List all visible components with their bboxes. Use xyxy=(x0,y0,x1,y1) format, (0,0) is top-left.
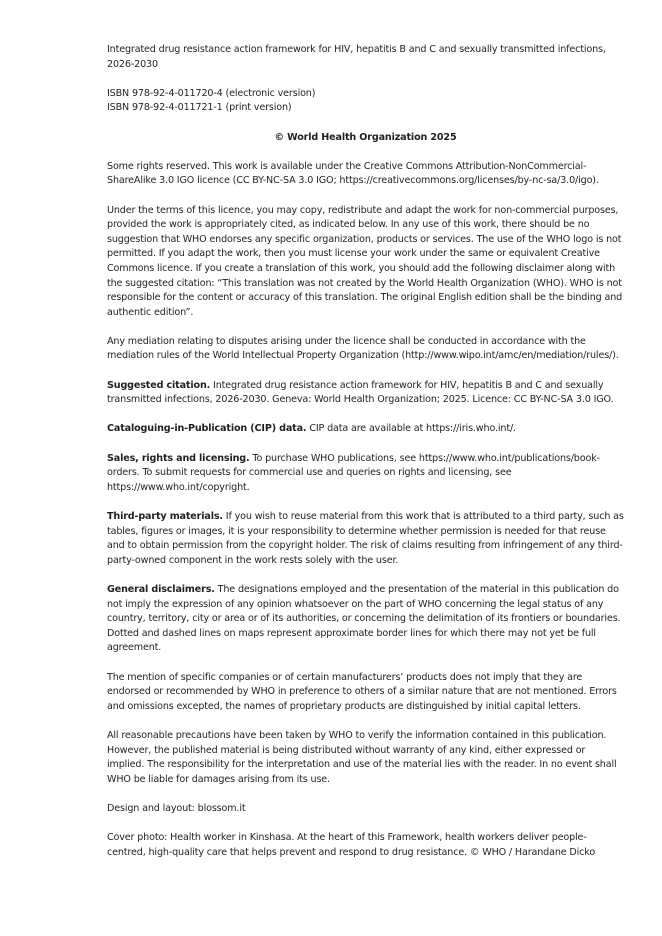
mediation-paragraph: Any mediation relating to disputes arising under the licence shall be conducted in accordance with the mediation rules of the World Intellectual Property Organization (http://www.wipo.int/amc/en/mediation/rules/). xyxy=(107,335,619,362)
sales-text: To purchase WHO publications, see https://www.who.int/publications/book-orders. To submit requests for commercial use and queries on rights and licensing, see https://www.who.int/copyright. xyxy=(107,452,600,493)
general-disclaimers-paragraph xyxy=(107,583,624,656)
suggested-citation-label: Suggested citation. xyxy=(107,379,211,391)
sales-paragraph xyxy=(107,452,624,496)
copyright-notice: © World Health Organization 2025 xyxy=(274,131,457,143)
third-party-text: If you wish to reuse material from this work that is attributed to a third party, such as tables, figures or images, it is your responsibility to determine whether permission is needed for that reuse and to obtain permission from the copyright holder. The risk of claims resulting from infringement of any third-party-owned component in the work rests solely with the user. xyxy=(107,511,624,566)
cip-text: CIP data are available at https://iris.who.int/. xyxy=(306,423,516,435)
third-party-paragraph xyxy=(107,510,624,568)
rights-reserved-paragraph: Some rights reserved. This work is available under the Creative Commons Attribution-NonCommercial-ShareAlike 3.0 IGO licence (CC BY-NC-SA 3.0 IGO; https://creativecommons.org/licenses/by-nc-sa/3.0/igo). xyxy=(107,160,599,187)
cover-photo-credit: Cover photo: Health worker in Kinshasa. At the heart of this Framework, health workers deliver people-centred, high-quality care that helps prevent and respond to drug resistance. © WHO / Harandane Dicko xyxy=(107,832,596,858)
design-layout-credit: Design and layout: blossom.it xyxy=(107,802,246,814)
companies-paragraph: The mention of specific companies or of certain manufacturers’ products does not imply that they are endorsed or recommended by WHO in preference to others of a similar nature that are not mentioned. Errors and omissions excepted, the names of proprietary products are distinguished by initial capital letters. xyxy=(107,671,617,712)
general-disclaimers-label: General disclaimers. xyxy=(107,583,215,595)
suggested-citation-paragraph xyxy=(107,379,624,408)
precautions-paragraph: All reasonable precautions have been taken by WHO to verify the information contained in this publication. However, the published material is being distributed without warranty of any kind, either expressed or implied. The responsibility for the interpretation and use of the material lies with the reader. In no event shall WHO be liable for damages arising from its use. xyxy=(107,729,617,785)
licence-terms-paragraph: Under the terms of this licence, you may copy, redistribute and adapt the work for non-commercial purposes, provided the work is appropriately cited, as indicated below. In any use of this work, there should be no suggestion that WHO endorses any specific organization, products or services. The use of the WHO logo is not permitted. If you adapt the work, then you must license your work under the same or equivalent Creative Commons licence. If you create a translation of this work, you should add the following disclaimer along with the suggested citation: “This translation was not created by the World Health Organization (WHO). WHO is not responsible for the content or accuracy of this translation. The original English edition shall be the binding and authentic edition”. xyxy=(107,204,623,318)
isbn-electronic: ISBN 978-92-4-011720-4 (electronic version) xyxy=(107,87,316,99)
cip-label: Cataloguing-in-Publication (CIP) data. xyxy=(107,423,307,435)
publication-title: Integrated drug resistance action framework for HIV, hepatitis B and C and sexually transmitted infections, 2026-2030 xyxy=(107,44,606,70)
copyright-page xyxy=(107,43,624,875)
general-disclaimers-text: The designations employed and the presentation of the material in this publication do not imply the expression of any opinion whatsoever on the part of WHO concerning the legal status of any country, territory, city or area or of its authorities, or concerning the delimitation of its frontiers or boundaries. Dotted and dashed lines on maps represent approximate border lines for which there may not yet be full agreement. xyxy=(107,583,621,654)
suggested-citation-text: Integrated drug resistance action framework for HIV, hepatitis B and C and sexually transmitted infections, 2026-2030. Geneva: World Health Organization; 2025. Licence: CC BY-NC-SA 3.0 IGO. xyxy=(107,379,614,406)
third-party-label: Third-party materials. xyxy=(107,511,223,522)
isbn-print: ISBN 978-92-4-011721-1 (print version) xyxy=(107,102,292,114)
cip-paragraph xyxy=(107,422,624,437)
sales-label: Sales, rights and licensing. xyxy=(107,452,250,464)
